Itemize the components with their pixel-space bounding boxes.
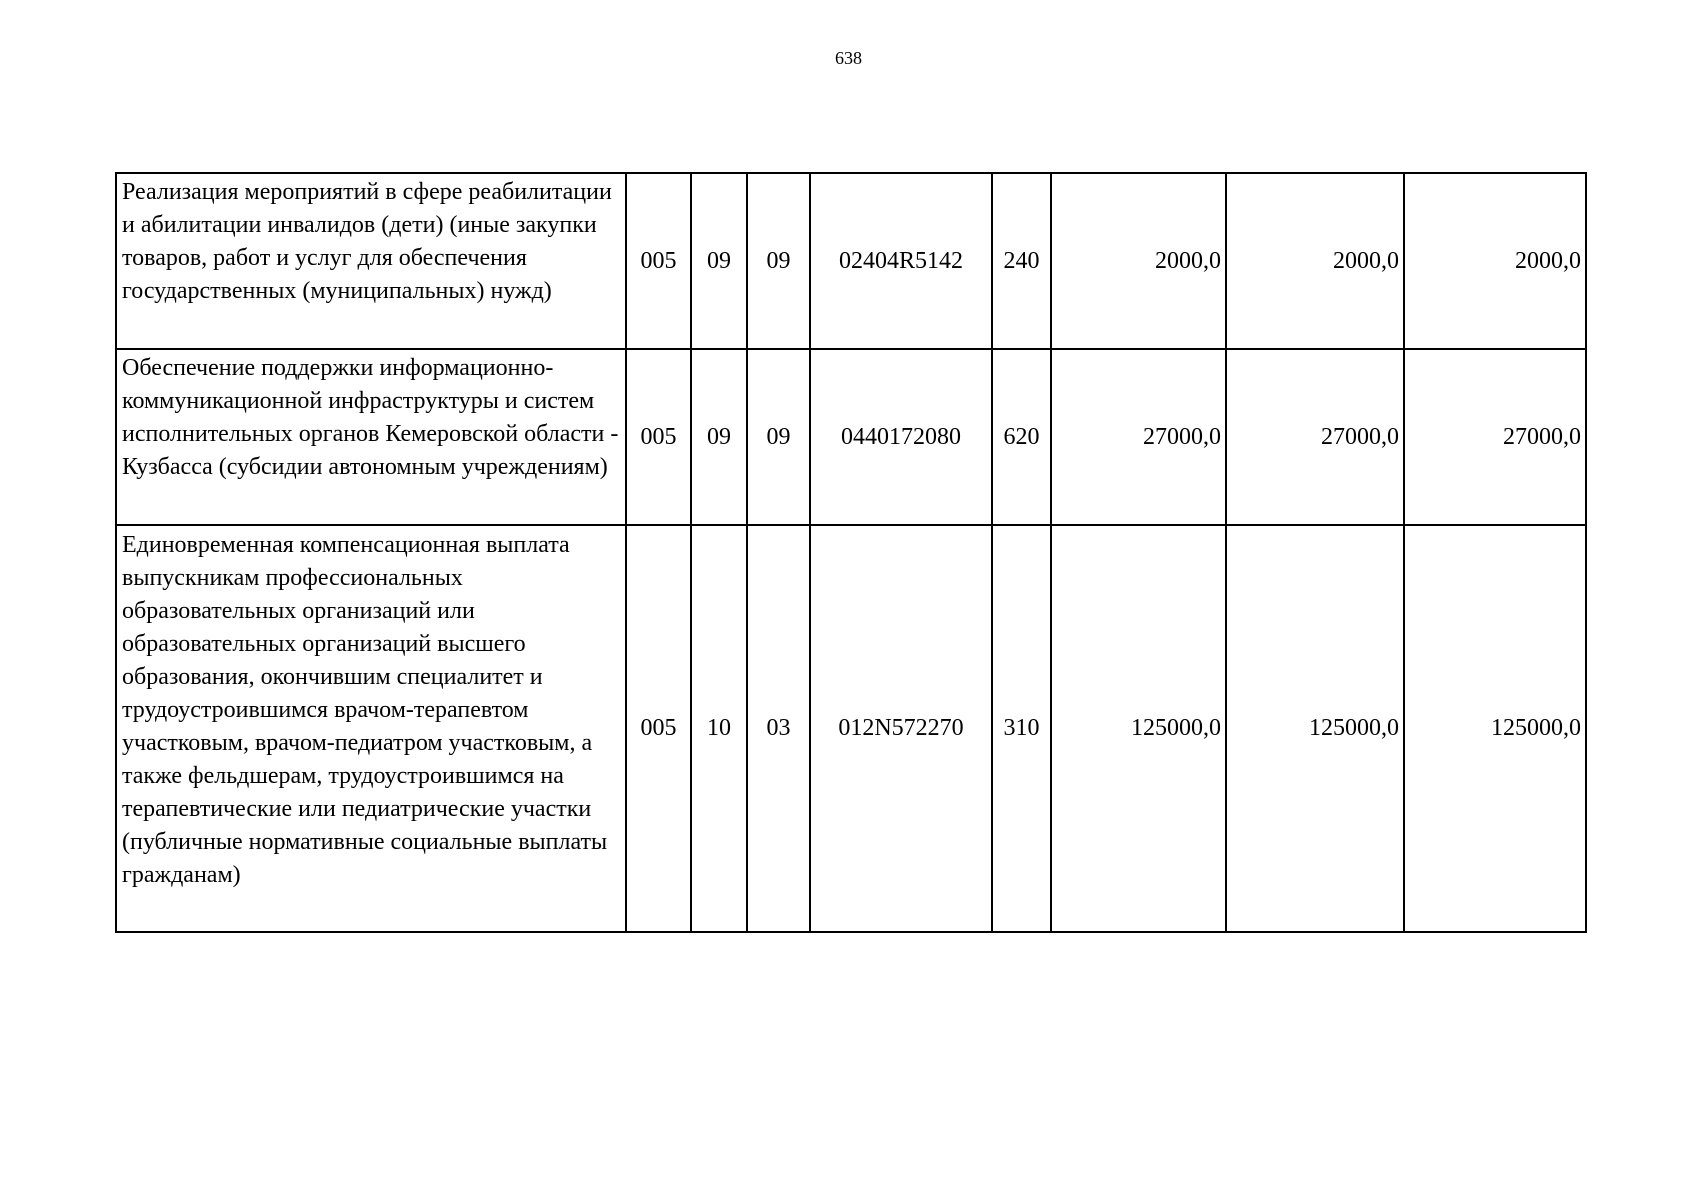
page-number: 638 [835, 48, 862, 68]
subsection-code: 09 [747, 173, 810, 349]
subsection-code: 03 [747, 525, 810, 932]
target-article-code: 012N572270 [810, 525, 992, 932]
ministry-code: 005 [626, 525, 691, 932]
amount-3: 2000,0 [1404, 173, 1586, 349]
subsection-code: 09 [747, 349, 810, 525]
ministry-code: 005 [626, 349, 691, 525]
section-code: 10 [691, 525, 747, 932]
amount-2: 27000,0 [1226, 349, 1404, 525]
target-article-code: 0440172080 [810, 349, 992, 525]
table-row [116, 349, 1586, 525]
expense-type-code: 310 [992, 525, 1051, 932]
row-description: Реализация мероприятий в сфере реабилитации и абилитации инвалидов (дети) (иные закупки товаров, работ и услуг для обеспечения государственных (муниципальных) нужд) [116, 173, 626, 349]
amount-1: 27000,0 [1051, 349, 1226, 525]
budget-table [115, 172, 1587, 933]
section-code: 09 [691, 349, 747, 525]
ministry-code: 005 [626, 173, 691, 349]
amount-2: 125000,0 [1226, 525, 1404, 932]
section-code: 09 [691, 173, 747, 349]
target-article-code: 02404R5142 [810, 173, 992, 349]
table-row [116, 525, 1586, 932]
row-description: Обеспечение поддержки информационно-коммуникационной инфраструктуры и систем исполнительных органов Кемеровской области - Кузбасса (субсидии автономным учреждениям) [116, 349, 626, 525]
amount-1: 2000,0 [1051, 173, 1226, 349]
table-row [116, 173, 1586, 349]
amount-2: 2000,0 [1226, 173, 1404, 349]
expense-type-code: 240 [992, 173, 1051, 349]
row-description: Единовременная компенсационная выплата выпускникам профессиональных образовательных организаций или образовательных организаций высшего образования, окончившим специалитет и трудоустроившимся врачом-терапевтом участковым, врачом-педиатром участковым, а также фельдшерам, трудоустроившимся на терапевтические или педиатрические участки (публичные нормативные социальные выплаты гражданам) [116, 525, 626, 932]
amount-3: 125000,0 [1404, 525, 1586, 932]
expense-type-code: 620 [992, 349, 1051, 525]
amount-1: 125000,0 [1051, 525, 1226, 932]
amount-3: 27000,0 [1404, 349, 1586, 525]
